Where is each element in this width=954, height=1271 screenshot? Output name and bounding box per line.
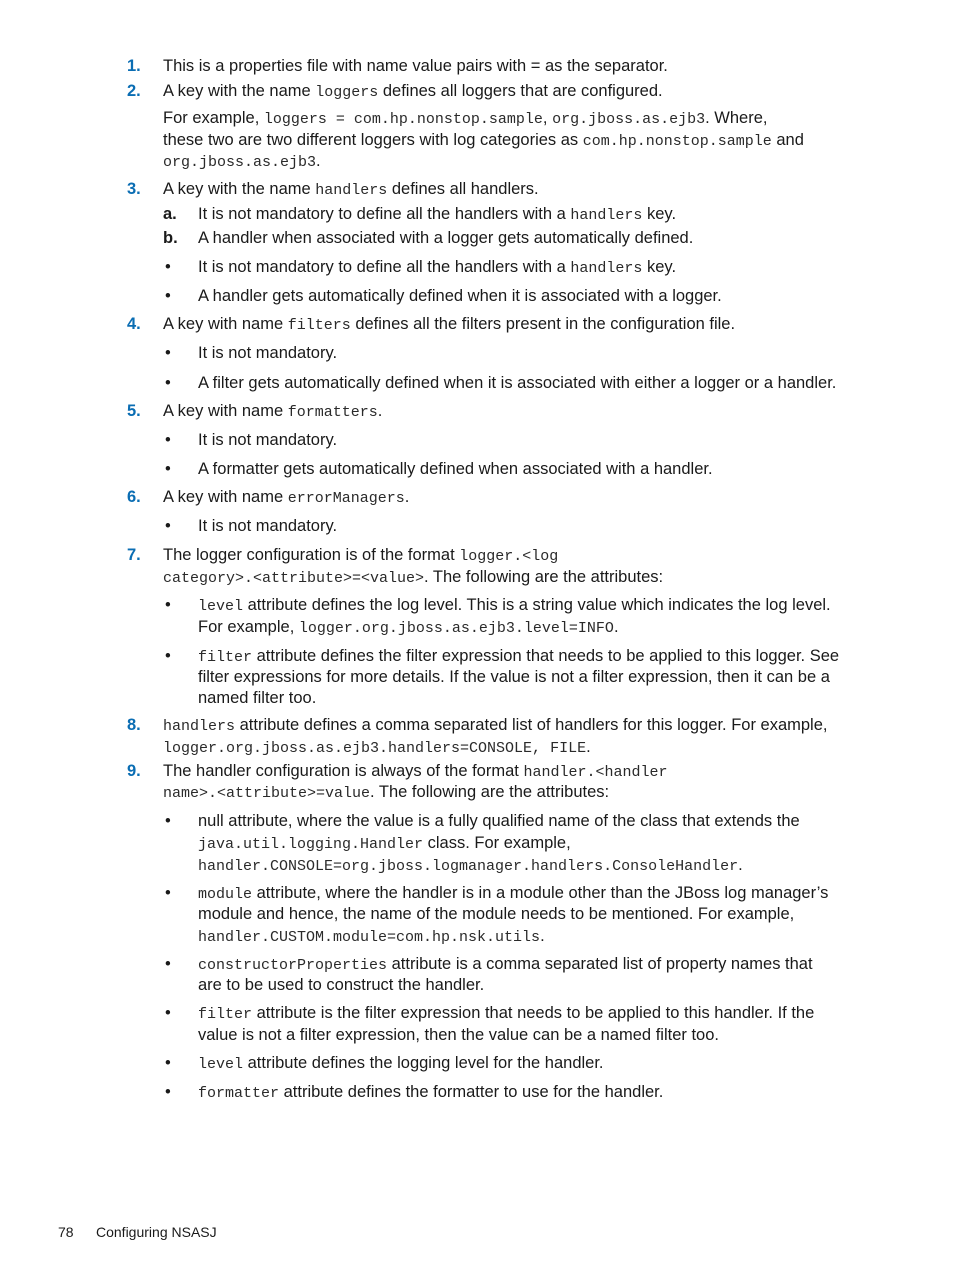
list-number: 1. [127, 57, 141, 75]
bullet: • [165, 1083, 171, 1101]
inline-code: org.jboss.as.ejb3 [163, 154, 317, 171]
bullet: • [165, 517, 171, 535]
inline-code: org.jboss.as.ejb3 [552, 111, 706, 128]
inline-code: logger.org.jboss.as.ejb3.handlers=CONSOLE, FILE [163, 740, 587, 757]
inline-code: handler.<handler [523, 764, 668, 781]
inline-code: loggers [315, 84, 379, 101]
inline-code: formatter [198, 1085, 280, 1102]
list-number: 9. [127, 762, 141, 780]
inline-code: java.util.logging.Handler [198, 836, 424, 853]
bullet: • [165, 460, 171, 478]
inline-code: module [198, 886, 253, 903]
list-number: 3. [127, 180, 141, 198]
inline-code: filter [198, 649, 253, 666]
page-number: 78 [58, 1224, 74, 1240]
bullet: • [165, 596, 171, 614]
list-number: 5. [127, 402, 141, 420]
bullet: • [165, 647, 171, 665]
inline-code: logger.org.jboss.as.ejb3.level=INFO [298, 620, 614, 637]
inline-code: filters [287, 317, 351, 334]
inline-code: handlers [315, 182, 388, 199]
sub-label: a. [163, 205, 177, 223]
list-number: 2. [127, 82, 141, 100]
bullet: • [165, 374, 171, 392]
inline-code: handlers [570, 260, 643, 277]
bullet: • [165, 258, 171, 276]
bullet: • [165, 955, 171, 973]
inline-code: constructorProperties [198, 957, 388, 974]
inline-code: errorManagers [287, 490, 405, 507]
list-text: This is a properties file with name value pairs with = as the separator. [163, 57, 668, 75]
inline-code: category>.<attribute>=<value> [163, 570, 425, 587]
bullet: • [165, 812, 171, 830]
inline-code: loggers = com.hp.nonstop.sample [263, 111, 543, 128]
list-number: 4. [127, 315, 141, 333]
sub-label: b. [163, 229, 178, 247]
inline-code: com.hp.nonstop.sample [582, 133, 772, 150]
bullet: • [165, 287, 171, 305]
list-number: 7. [127, 546, 141, 564]
footer-section-title: Configuring NSASJ [96, 1224, 217, 1240]
inline-code: formatters [287, 404, 378, 421]
inline-code: handlers [570, 207, 643, 224]
list-text: A key with the name loggers defines all loggers that are configured. [163, 82, 663, 101]
inline-code: level [198, 1056, 244, 1073]
inline-code: handlers [163, 718, 236, 735]
inline-code: handler.CUSTOM.module=com.hp.nsk.utils [198, 929, 541, 946]
document-page: 1. This is a properties file with name value pairs with = as the separator. 2. A key with the name loggers defines all loggers that are configured. For example, loggers = com.hp.nonstop.sample, org.jboss.as.ejb3. Where, these two are two different loggers with log categories as com.hp.nonstop.sample and org.jboss.as.ejb3. 3. A key with the name handlers defines all handlers. a. It is not mandatory to define all the handlers with a handlers key. b. A handler when associated with a logger gets automatically defined. • It is not mandatory to define all the handlers with a handlers key. • A handler gets automatically defined when it is associated with a logger. 4. A key with name filters defines all the filters present in the configuration file. • It is not mandatory. • A filter gets automatically defined when it is associated with either a logger or a handler. 5. A key with name formatters. • It is not mandatory. • A formatter gets automatically defined when associated with a handler. 6. A key with name errorManagers. • It is not mandatory. 7. The logger configuration is of the format logger.<log category>.<attribute>=<value>. The following are the attributes: • level attribute defines the log level. This is a string value which indicates the log level. For example, logger.org.jboss.as.ejb3.level=INFO. • filter attribute defines the filter expression that needs to be applied to this logger. See filter expressions for more details. If the value is not a filter expression, then it can be a named filter too. 8. handlers attribute defines a comma separated list of handlers for this logger. For example, logger.org.jboss.as.ejb3.handlers=CONSOLE, FILE. 9. The handler configuration is always of the format handler.<handler name>.<attribute>=value. The following are the attributes: • null attribute, where the value is a fully qualified name of the class that extends the java.util.logging.Handler class. For example, handler.CONSOLE=org.jboss.logmanager.handlers.ConsoleHandler. • module attribute, where the handler is in a module other than the JBoss log manager’s module and hence, the name of the module needs to be mentioned. For example, handler.CUSTOM.module=com.hp.nsk.utils. • constructorProperties attribute is a comma separated list of property names that are to be used to construct the handler. • filter attribute is the filter expression that needs to be applied to this handler. If the value is not a filter expression, then the value can be a named filter too. • level attribute defines the logging level for the handler. • formatter attribute defines the formatter to use for the handler. 78 Configuring NSASJ [58, 57, 840, 1240]
inline-code: level [198, 598, 244, 615]
bullet: • [165, 1054, 171, 1072]
inline-code: logger.<log [459, 548, 559, 565]
list-number: 8. [127, 716, 141, 734]
inline-code: handler.CONSOLE=org.jboss.logmanager.handlers.ConsoleHandler [198, 858, 739, 875]
bullet: • [165, 1004, 171, 1022]
bullet: • [165, 344, 171, 362]
inline-code: name>.<attribute>=value [163, 785, 371, 802]
bullet: • [165, 431, 171, 449]
list-number: 6. [127, 488, 141, 506]
bullet: • [165, 884, 171, 902]
inline-code: filter [198, 1006, 253, 1023]
